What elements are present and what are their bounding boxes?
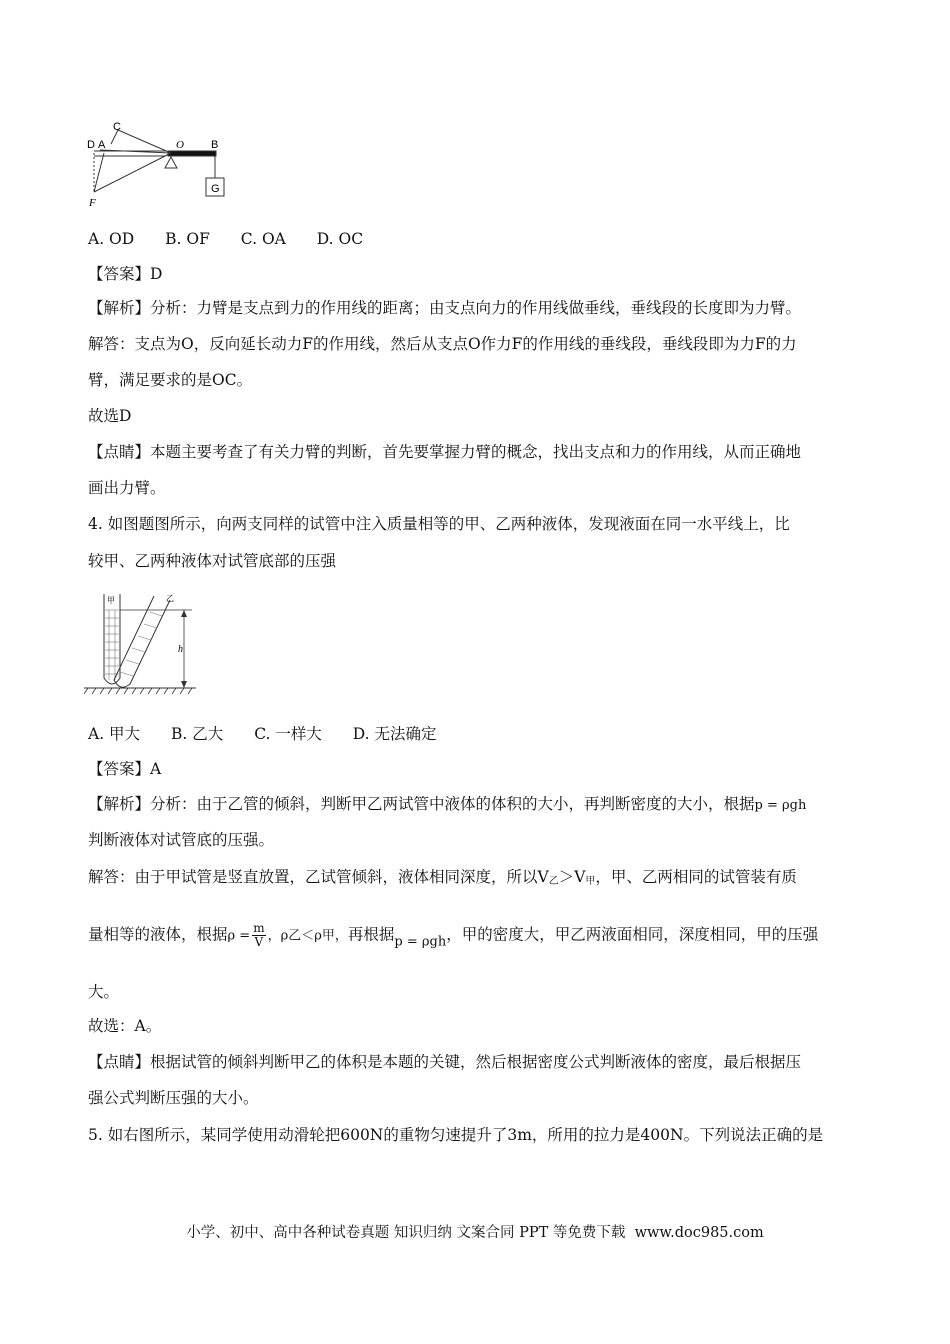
q4-analysis-text: 【解析】分析：由于乙管的倾斜，判断甲乙两试管中液体的体积的大小，再判断密度的大小，根据 bbox=[88, 795, 755, 813]
q4-sol-sub-jia: 甲 bbox=[585, 876, 596, 887]
q3-option-b: B. OF bbox=[165, 230, 210, 248]
q4-formula-pressure-2: p = ρgh bbox=[394, 934, 447, 950]
q4-answer: 【答案】A bbox=[88, 760, 162, 778]
label-jia: 甲 bbox=[107, 596, 115, 605]
q4-stem-line2: 较甲、乙两种液体对试管底部的压强 bbox=[88, 552, 337, 570]
q4-option-d: D. 无法确定 bbox=[352, 725, 437, 743]
q4-note-line2: 强公式判断压强的大小。 bbox=[88, 1089, 259, 1107]
q4-sol-sub-yi: 乙 bbox=[548, 876, 559, 887]
label-a: A bbox=[98, 139, 106, 151]
q4-solution-line1 bbox=[88, 867, 890, 892]
lever-diagram bbox=[86, 120, 226, 212]
footer-text: 小学、初中、高中各种试卷真题 知识归纳 文案合同 PPT 等免费下载 bbox=[186, 1225, 626, 1241]
q4-analysis-line1 bbox=[88, 794, 890, 816]
label-c: C bbox=[113, 121, 121, 133]
q4-formula-pressure: p = ρgh bbox=[754, 798, 807, 813]
label-d: D bbox=[87, 139, 95, 151]
q4-analysis-line2: 判断液体对试管底的压强。 bbox=[88, 831, 275, 849]
q4-sol2-text-c: ，甲的密度大，甲乙两液面相同，深度相同，甲的压强 bbox=[446, 925, 819, 944]
page-footer bbox=[0, 1221, 950, 1242]
q3-analysis-line2: 解答：支点为O，反向延长动力F的作用线，然后从支点O作力F的作用线的垂线段，垂线段即为力F的力 bbox=[88, 335, 797, 353]
label-o: O bbox=[176, 139, 184, 151]
q3-option-d: D. OC bbox=[316, 230, 364, 248]
q3-options bbox=[88, 229, 890, 249]
q4-density-fraction bbox=[252, 922, 265, 949]
q4-sol2-text-a: 量相等的液体，根据 bbox=[88, 925, 228, 944]
footer-url[interactable]: www.doc985.com bbox=[634, 1225, 764, 1241]
label-b: B bbox=[211, 139, 219, 151]
test-tubes-diagram bbox=[84, 590, 200, 702]
q3-note-line1: 【点睛】本题主要考查了有关力臂的判断，首先要掌握力臂的概念，找出支点和力的作用线，从而正确地 bbox=[88, 443, 802, 461]
q4-sol-text-a: 解答：由于甲试管是竖直放置，乙试管倾斜，液体相同深度，所以V bbox=[88, 868, 549, 886]
q4-option-a: A. 甲大 bbox=[88, 725, 141, 743]
q4-stem-line1: 4. 如图题图所示，向两支同样的试管中注入质量相等的甲、乙两种液体，发现液面在同一水平线上，比 bbox=[88, 515, 790, 533]
q4-sol2-text-b: 再根据 bbox=[347, 925, 395, 944]
q4-sol-gt: ＞V bbox=[558, 868, 586, 886]
frac-numerator: m bbox=[253, 921, 265, 935]
q4-note-line1: 【点睛】根据试管的倾斜判断甲乙的体积是本题的关键，然后根据密度公式判断液体的密度，最后根据压 bbox=[88, 1053, 802, 1071]
q4-solution-line3: 大。 bbox=[88, 983, 120, 1001]
label-h: h bbox=[178, 644, 183, 655]
q3-choice: 故选D bbox=[88, 407, 132, 425]
q4-solution-line2 bbox=[88, 922, 890, 952]
q5-stem-line1: 5. 如右图所示，某同学使用动滑轮把600N的重物匀速提升了3m，所用的拉力是400N。下列说法正确的是 bbox=[88, 1126, 824, 1144]
label-g: G bbox=[211, 183, 220, 195]
q3-answer: 【答案】D bbox=[88, 265, 163, 283]
q4-option-b: B. 乙大 bbox=[171, 725, 224, 743]
q4-sol-text-b: ，甲、乙两相同的试管装有质 bbox=[595, 868, 797, 886]
q4-option-c: C. 一样大 bbox=[254, 725, 322, 743]
q3-option-c: C. OA bbox=[240, 230, 286, 248]
q3-option-a: A. OD bbox=[88, 230, 135, 248]
label-f: F bbox=[89, 197, 96, 209]
q4-choice: 故选：A。 bbox=[88, 1017, 162, 1035]
frac-denominator: V bbox=[254, 935, 264, 949]
q4-options bbox=[88, 724, 890, 744]
q4-rho: ρ = bbox=[227, 928, 251, 944]
q3-analysis-line1: 【解析】分析：力臂是支点到力的作用线的距离；由支点向力的作用线做垂线，垂线段的长度即为力臂。 bbox=[88, 299, 802, 317]
label-yi: 乙 bbox=[166, 594, 174, 603]
q3-analysis-line3: 臂，满足要求的是OC。 bbox=[88, 371, 253, 389]
q4-density-relation: ，ρ乙＜ρ甲， bbox=[267, 928, 348, 944]
q3-note-line2: 画出力臂。 bbox=[88, 479, 166, 497]
